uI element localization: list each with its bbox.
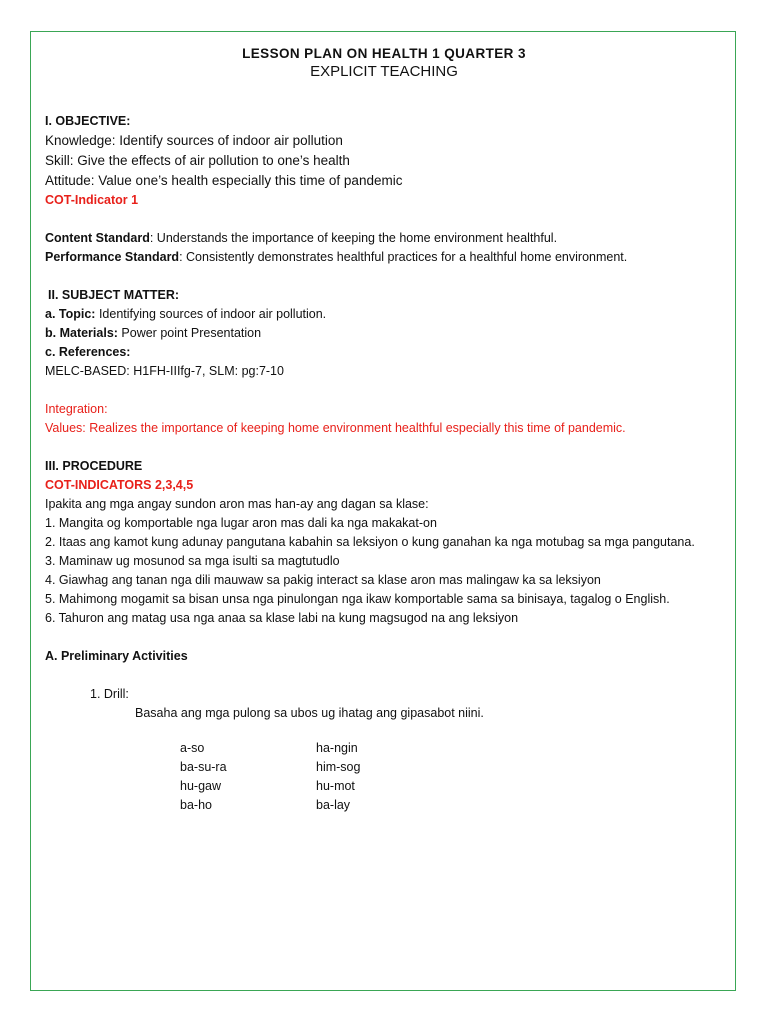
- materials-label: b. Materials:: [45, 326, 118, 340]
- performance-standard-text: : Consistently demonstrates healthful practices for a healthful home environment.: [179, 250, 628, 264]
- drill-word: ba-ho: [180, 798, 212, 812]
- drill-instruction: Basaha ang mga pulong sa ubos ug ihatag ang gipasabot niini.: [135, 706, 484, 720]
- references-text: MELC-BASED: H1FH-IIIfg-7, SLM: pg:7-10: [45, 364, 284, 378]
- objective-attitude: Attitude: Value one’s health especially this time of pandemic: [45, 173, 403, 188]
- procedure-heading: III. PROCEDURE: [45, 459, 143, 473]
- drill-word: ha-ngin: [316, 741, 358, 755]
- preliminary-heading: A. Preliminary Activities: [45, 649, 188, 663]
- drill-word: ba-su-ra: [180, 760, 227, 774]
- procedure-item: 3. Maminaw ug mosunod sa mga isulti sa magtutudlo: [45, 554, 340, 568]
- objective-indicator: COT-Indicator 1: [45, 193, 139, 207]
- references-label: c. References:: [45, 345, 131, 359]
- objective-heading: I. OBJECTIVE:: [45, 114, 131, 128]
- procedure-indicators: COT-INDICATORS 2,3,4,5: [45, 478, 194, 492]
- content-standard: [45, 229, 725, 248]
- materials-text: Power point Presentation: [117, 326, 262, 340]
- procedure-item: 5. Mahimong mogamit sa bisan unsa nga pinulongan nga ikaw komportable sama sa binisaya, tagalog o English.: [45, 592, 670, 606]
- topic-label: a. Topic:: [45, 307, 96, 321]
- procedure-item: 2. Itaas ang kamot kung adunay pangutana kabahin sa leksiyon o kung ganahan ka nga motubag sa mga pangutana.: [45, 535, 695, 549]
- procedure-intro: Ipakita ang mga angay sundon aron mas han-ay ang dagan sa klase:: [45, 497, 429, 511]
- objective-skill: Skill: Give the effects of air pollution to one’s health: [45, 153, 350, 168]
- procedure-item: 4. Giawhag ang tanan nga dili mauwaw sa pakig interact sa klase aron mas malingaw ka sa leksiyon: [45, 573, 601, 587]
- drill-word: him-sog: [316, 760, 361, 774]
- procedure-item: 1. Mangita og komportable nga lugar aron mas dali ka nga makakat-on: [45, 516, 437, 530]
- topic-line: [45, 305, 725, 324]
- topic-text: Identifying sources of indoor air pollution.: [95, 307, 327, 321]
- integration-values: Values: Realizes the importance of keeping home environment healthful especially this time of pandemic.: [45, 421, 626, 435]
- drill-word: hu-mot: [316, 779, 355, 793]
- drill-label: 1. Drill:: [90, 687, 129, 701]
- content-standard-text: : Understands the importance of keeping the home environment healthful.: [149, 231, 558, 245]
- materials-line: [45, 324, 725, 343]
- integration-heading: Integration:: [45, 402, 108, 416]
- document-body: [45, 42, 725, 821]
- drill-word: a-so: [180, 741, 205, 755]
- drill-word: ba-lay: [316, 798, 351, 812]
- drill-word-list: [45, 741, 725, 821]
- subject-matter-heading: II. SUBJECT MATTER:: [48, 288, 180, 302]
- document-subtitle: EXPLICIT TEACHING: [310, 63, 458, 80]
- content-standard-label: Content Standard: [45, 231, 150, 245]
- document-title: LESSON PLAN ON HEALTH 1 QUARTER 3: [242, 46, 526, 61]
- performance-standard-label: Performance Standard: [45, 250, 180, 264]
- performance-standard: [45, 248, 725, 267]
- procedure-item: 6. Tahuron ang matag usa nga anaa sa klase labi na kung magsugod na ang leksiyon: [45, 611, 519, 625]
- drill-word: hu-gaw: [180, 779, 221, 793]
- objective-knowledge: Knowledge: Identify sources of indoor air pollution: [45, 133, 343, 148]
